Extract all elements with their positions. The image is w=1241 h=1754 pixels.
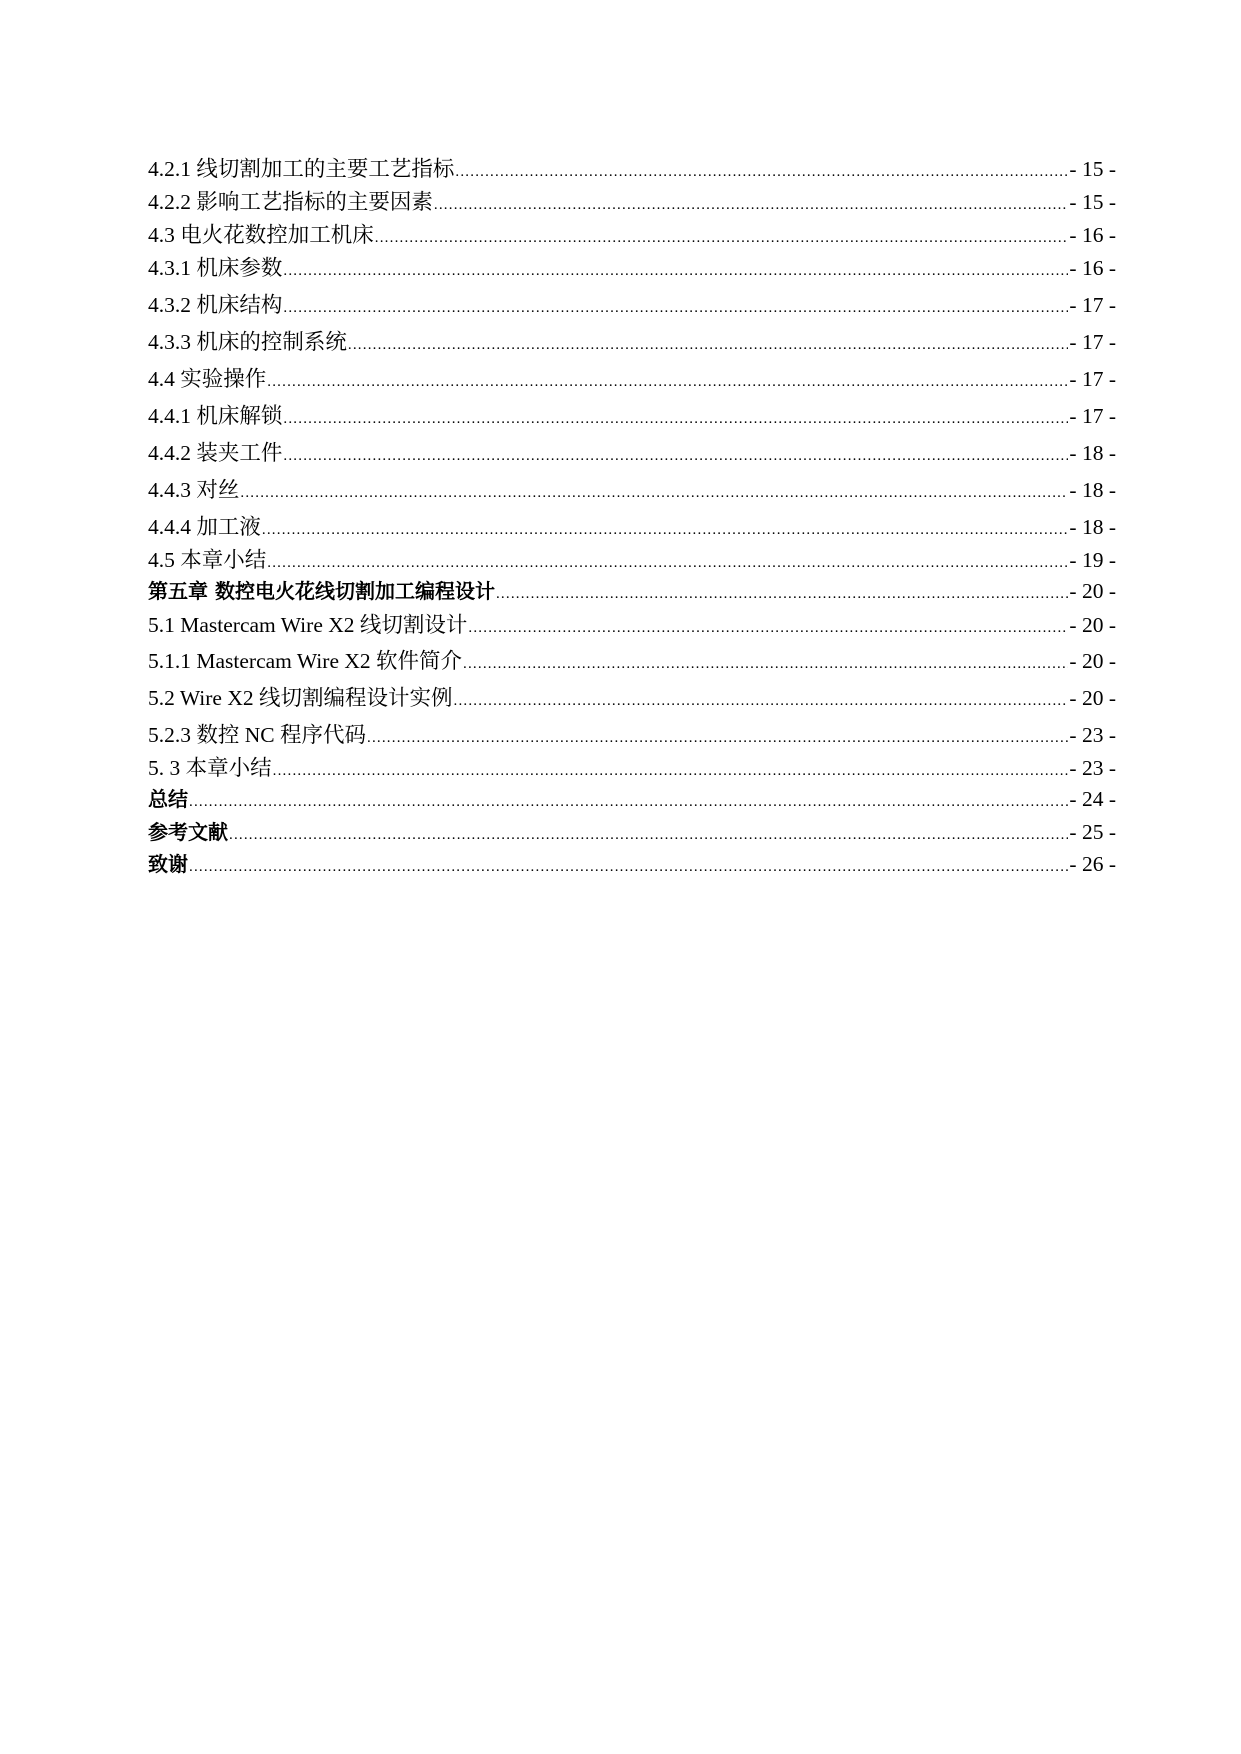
- toc-dot-leader: [348, 337, 1069, 354]
- toc-entry-title: 5.2 Wire X2 线切割编程设计实例: [148, 686, 453, 710]
- toc-entry-title: 5.2.3 数控 NC 程序代码: [148, 723, 366, 747]
- toc-dot-leader: [434, 197, 1069, 214]
- toc-dot-leader: [463, 656, 1068, 673]
- toc-dot-leader: [283, 411, 1068, 428]
- toc-entry-page: - 18 -: [1069, 441, 1116, 465]
- toc-entry-page: - 23 -: [1069, 756, 1116, 780]
- toc-entry[interactable]: [148, 399, 1116, 436]
- toc-entry[interactable]: [148, 608, 1116, 644]
- toc-entry-title: 4.3.2 机床结构: [148, 293, 283, 317]
- toc-entry-page: - 24 -: [1069, 787, 1116, 811]
- toc-entry[interactable]: [148, 783, 1116, 816]
- toc-entry-page: - 17 -: [1069, 404, 1116, 428]
- toc-entry[interactable]: [148, 436, 1116, 473]
- toc-entry[interactable]: [148, 325, 1116, 362]
- toc-entry[interactable]: [148, 848, 1116, 881]
- toc-entry-page: - 15 -: [1069, 190, 1116, 214]
- toc-dot-leader: [189, 794, 1068, 811]
- toc-entry[interactable]: [148, 816, 1116, 848]
- toc-dot-leader: [273, 763, 1069, 780]
- toc-entry[interactable]: [148, 251, 1116, 288]
- toc-entry-title: 4.3.3 机床的控制系统: [148, 330, 347, 354]
- toc-entry-page: - 18 -: [1069, 515, 1116, 539]
- toc-entry-title: 4.2.2 影响工艺指标的主要因素: [148, 190, 433, 214]
- toc-dot-leader: [468, 620, 1068, 637]
- toc-entry-title: 4.4.1 机床解锁: [148, 404, 283, 428]
- toc-dot-leader: [454, 693, 1069, 710]
- toc-dot-leader: [267, 374, 1068, 391]
- toc-dot-leader: [367, 730, 1068, 747]
- toc-entry-page: - 15 -: [1069, 157, 1116, 181]
- toc-entry-page: - 17 -: [1069, 367, 1116, 391]
- toc-dot-leader: [375, 230, 1069, 247]
- toc-dot-leader: [283, 300, 1068, 317]
- toc-entry-page: - 18 -: [1069, 478, 1116, 502]
- toc-entry-page: - 19 -: [1069, 548, 1116, 572]
- toc-entry-title: 致谢: [148, 852, 188, 876]
- toc-entry[interactable]: [148, 510, 1116, 543]
- toc-entry-page: - 16 -: [1069, 256, 1116, 280]
- toc-dot-leader: [262, 522, 1069, 539]
- toc-entry-title: 4.3 电火花数控加工机床: [148, 223, 374, 247]
- toc-entry-page: - 20 -: [1069, 649, 1116, 673]
- toc-entry-title: 第五章 数控电火花线切割加工编程设计: [148, 579, 495, 603]
- toc-entry-title: 4.5 本章小结: [148, 548, 267, 572]
- toc-entry-title: 5. 3 本章小结: [148, 756, 272, 780]
- toc-entry[interactable]: [148, 681, 1116, 718]
- toc-entry[interactable]: [148, 152, 1116, 185]
- table-of-contents: [148, 152, 1116, 881]
- toc-entry[interactable]: [148, 185, 1116, 218]
- toc-entry-title: 4.4.4 加工液: [148, 515, 261, 539]
- toc-entry[interactable]: [148, 751, 1116, 783]
- toc-entry-title: 总结: [148, 787, 188, 811]
- toc-dot-leader: [240, 485, 1068, 502]
- toc-entry[interactable]: [148, 644, 1116, 681]
- toc-entry-title: 参考文献: [148, 820, 228, 844]
- toc-entry[interactable]: [148, 218, 1116, 251]
- toc-entry[interactable]: [148, 473, 1116, 510]
- toc-entry-title: 4.2.1 线切割加工的主要工艺指标: [148, 157, 455, 181]
- toc-dot-leader: [283, 448, 1068, 465]
- toc-entry-page: - 20 -: [1069, 686, 1116, 710]
- toc-entry-title: 5.1 Mastercam Wire X2 线切割设计: [148, 613, 468, 637]
- toc-dot-leader: [496, 586, 1068, 603]
- toc-entry-page: - 26 -: [1069, 852, 1116, 876]
- toc-entry-title: 4.4 实验操作: [148, 367, 267, 391]
- toc-dot-leader: [267, 555, 1068, 572]
- toc-entry[interactable]: [148, 362, 1116, 399]
- toc-entry-page: - 17 -: [1069, 293, 1116, 317]
- toc-entry-title: 4.4.3 对丝: [148, 478, 240, 502]
- toc-entry-title: 4.3.1 机床参数: [148, 256, 283, 280]
- toc-dot-leader: [455, 164, 1068, 181]
- toc-dot-leader: [229, 827, 1068, 844]
- toc-entry[interactable]: [148, 718, 1116, 751]
- toc-entry-page: - 23 -: [1069, 723, 1116, 747]
- toc-entry-title: 4.4.2 装夹工件: [148, 441, 283, 465]
- toc-entry-page: - 17 -: [1069, 330, 1116, 354]
- toc-dot-leader: [283, 263, 1068, 280]
- toc-dot-leader: [189, 859, 1068, 876]
- toc-entry-page: - 25 -: [1069, 820, 1116, 844]
- toc-entry[interactable]: [148, 575, 1116, 608]
- toc-entry-title: 5.1.1 Mastercam Wire X2 软件简介: [148, 649, 463, 673]
- toc-entry-page: - 20 -: [1069, 613, 1116, 637]
- toc-entry[interactable]: [148, 543, 1116, 575]
- toc-entry-page: - 16 -: [1069, 223, 1116, 247]
- toc-entry[interactable]: [148, 288, 1116, 325]
- toc-entry-page: - 20 -: [1069, 579, 1116, 603]
